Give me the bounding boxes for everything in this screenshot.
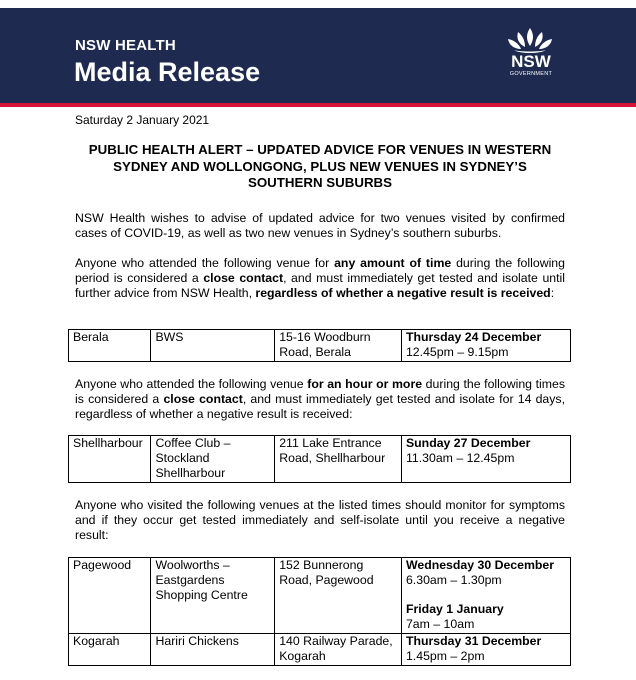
- visit-day: Wednesday 30 December: [405, 558, 555, 572]
- top-margin: [0, 0, 636, 8]
- nsw-government-logo: [505, 53, 557, 78]
- p3-bold-hour: for an hour or more: [307, 377, 423, 391]
- spacer: [406, 588, 567, 602]
- release-date: Saturday 2 January 2021: [75, 113, 210, 127]
- address-cell: 152 Bunnerong Road, Pagewood: [275, 558, 402, 634]
- visit-day: Thursday 31 December: [405, 634, 542, 648]
- suburb-cell: Pagewood: [69, 558, 151, 634]
- p3-text-d: , and must immediately get tested and isolate for 14 days, regardless of whether a negative result is received:: [75, 392, 565, 422]
- p2-text-c: during the following period is considered a: [75, 256, 565, 286]
- p3-bold-close-contact: close contact: [163, 392, 243, 407]
- suburb-cell: Berala: [69, 330, 151, 362]
- visit-time: 6.30am – 1.30pm: [405, 573, 502, 587]
- date-time-cell: [401, 634, 570, 666]
- date-time-cell: [401, 436, 570, 483]
- p3-text-c: during the following times is considered a: [75, 377, 566, 407]
- venue-table-hour: [68, 435, 571, 483]
- venue-cell: Hariri Chickens: [151, 634, 275, 666]
- venue-table-any-time: [68, 329, 571, 362]
- venue-table-monitor: [68, 557, 571, 666]
- venue-cell: Woolworths – Eastgardens Shopping Centre: [151, 558, 275, 634]
- suburb-cell: Shellharbour: [69, 436, 151, 483]
- visit-time-2: 7am – 10am: [405, 617, 475, 631]
- p2-bold-close-contact: close contact: [203, 271, 284, 286]
- accent-stripe: [0, 103, 636, 107]
- document-type-title: Media Release: [74, 57, 261, 87]
- address-cell: 211 Lake Entrance Road, Shellharbour: [275, 436, 402, 483]
- visit-time: 11.30am – 12.45pm: [405, 451, 515, 465]
- table-row: [69, 634, 571, 666]
- visit-day: Sunday 27 December: [405, 436, 531, 450]
- headline: PUBLIC HEALTH ALERT – UPDATED ADVICE FOR VENUES IN WESTERN SYDNEY AND WOLLONGONG, PLUS NEW VENUES IN SYDNEY’S SOUTHERN SUBURBS: [88, 142, 552, 190]
- visit-time: 12.45pm – 9.15pm: [405, 345, 509, 359]
- table-row: [69, 558, 571, 634]
- visit-day-2: Friday 1 January: [405, 602, 504, 616]
- close-contact-paragraph-hour: [75, 377, 565, 423]
- monitor-symptoms-paragraph: Anyone who visited the following venues at the listed times should monitor for symptoms and if they occur get tested immediately and self-isolate until you receive a negative result:: [75, 498, 565, 543]
- date-time-cell: [401, 330, 570, 362]
- address-cell: 15-16 Woodburn Road, Berala: [275, 330, 402, 362]
- date-time-cell: [401, 558, 570, 634]
- table-row: [69, 436, 571, 483]
- close-contact-paragraph-any-time: [75, 256, 565, 302]
- p2-text-e: :: [550, 286, 555, 301]
- visit-day: Thursday 24 December: [405, 330, 542, 344]
- p3-text-a: Anyone who attended the following venue: [75, 377, 308, 391]
- logo-nsw-text: NSW: [511, 52, 551, 71]
- address-cell: 140 Railway Parade, Kogarah: [275, 634, 402, 666]
- logo-government-text: GOVERNMENT: [509, 71, 553, 77]
- visit-time: 1.45pm – 2pm: [405, 649, 485, 663]
- p2-bold-any-time: any amount of time: [334, 256, 452, 270]
- p2-text-d: , and must immediately get tested and isolate until further advice from NSW Health,: [75, 271, 565, 301]
- table-row: [69, 330, 571, 362]
- p2-text-a: Anyone who attended the following venue for: [75, 256, 335, 270]
- intro-paragraph: NSW Health wishes to advise of updated advice for two venues visited by confirmed cases of COVID-19, as well as two new venues in Sydney’s southern suburbs.: [75, 211, 565, 241]
- organisation-name: NSW HEALTH: [75, 37, 176, 54]
- suburb-cell: Kogarah: [69, 634, 151, 666]
- venue-cell: BWS: [151, 330, 275, 362]
- p2-bold-regardless: regardless of whether a negative result is received: [255, 286, 551, 301]
- venue-cell: Coffee Club – Stockland Shellharbour: [151, 436, 275, 483]
